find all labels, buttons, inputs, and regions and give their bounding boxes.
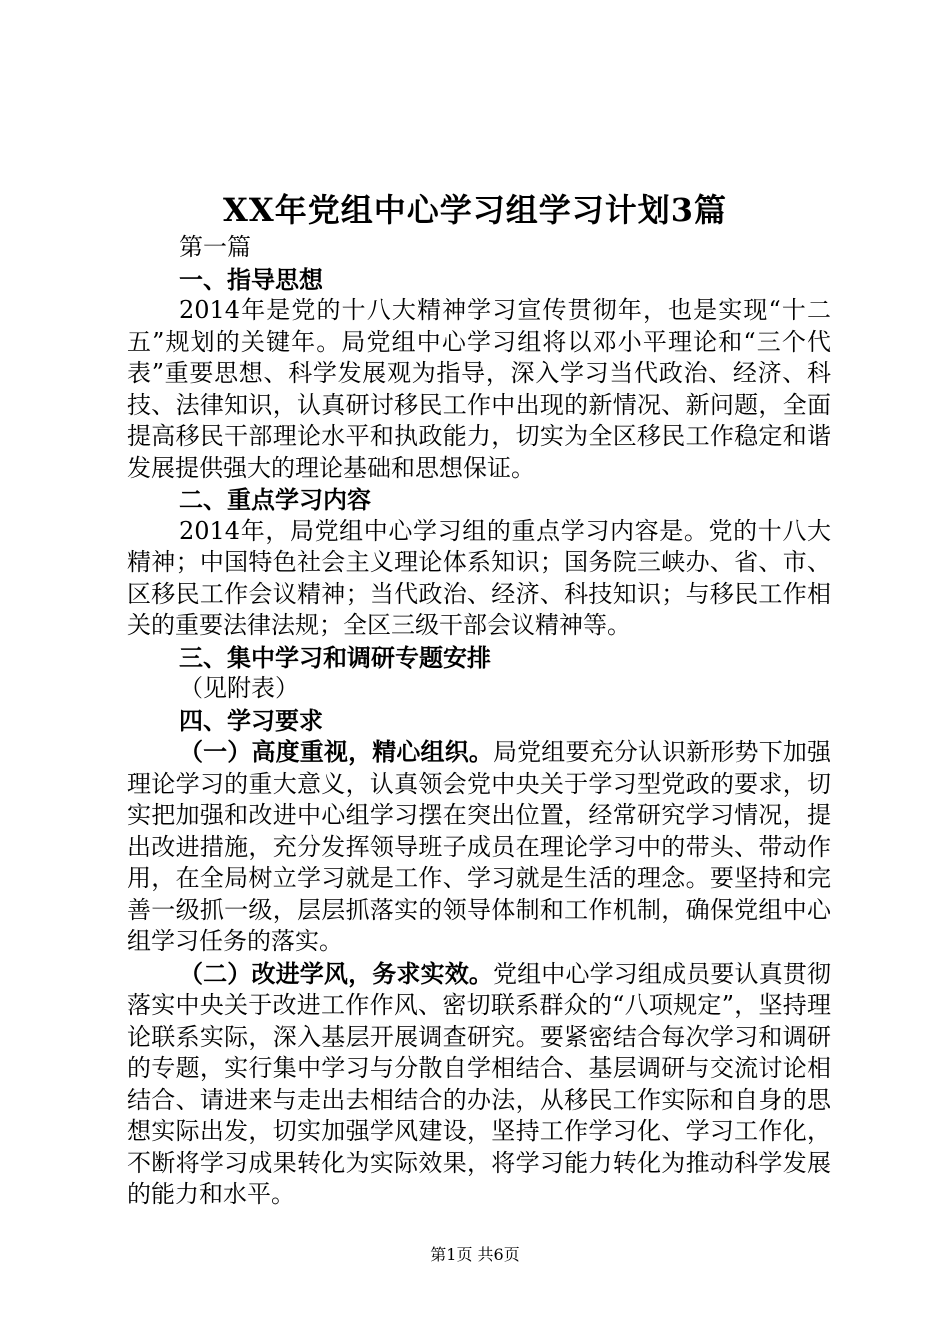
paragraph-requirement-2 bbox=[127, 958, 831, 1211]
paragraph-guiding-thought: 2014年是党的十八大精神学习宣传贯彻年，也是实现“十二五”规划的关键年。局党组中心学习组将以邓小平理论和“三个代表”重要思想、科学发展观为指导，深入学习当代政治、经济、科技、法律知识，认真研讨移民工作中出现的新情况、新问题，全面提高移民干部理论水平和执政能力，切实为全区移民工作稳定和谐发展提供强大的理论基础和思想保证。 bbox=[127, 296, 831, 482]
section-heading-study-arrangement: 三、集中学习和调研专题安排 bbox=[179, 642, 491, 672]
section-heading-key-content: 二、重点学习内容 bbox=[179, 485, 371, 514]
paragraph-requirement-1 bbox=[127, 736, 831, 958]
section-heading-guiding-thought: 一、指导思想 bbox=[179, 264, 323, 294]
requirement-2-body: 党组中心学习组成员要认真贯彻落实中央关于改进工作作风、密切联系群众的“八项规定”，坚持理论联系实际，深入基层开展调查研究。要紧密结合每次学习和调研的专题，实行集中学习与分散自学相结合、基层调研与交流讨论相结合、请进来与走出去相结合的办法，从移民工作实际和自身的思想实际出发，切实加强学风建设，坚持工作学习化、学习工作化，不断将学习成果转化为实际效果，将学习能力转化为推动科学发展的能力和水平。 bbox=[127, 959, 831, 1208]
document-title: XX年党组中心学习组学习计划3篇 bbox=[223, 191, 727, 229]
requirement-2-lead: （二）改进学风，务求实效。 bbox=[179, 958, 493, 988]
requirement-1-body: 局党组要充分认识新形势下加强理论学习的重大意义，认真领会党中央关于学习型党政的要求，切实把加强和改进中心组学习摆在突出位置，经常研究学习情况，提出改进措施，充分发挥领导班子成员在理论学习中的带头、带动作用，在全局树立学习就是工作、学习就是生活的理念。要坚持和完善一级抓一级，层层抓落实的领导体制和工作机制，确保党组中心组学习任务的落实。 bbox=[127, 738, 831, 955]
section-heading-requirements: 四、学习要求 bbox=[179, 705, 323, 735]
paragraph-key-content: 2014年，局党组中心学习组的重点学习内容是。党的十八大精神；中国特色社会主义理论体系知识；国务院三峡办、省、市、区移民工作会议精神；当代政治、经济、科技知识；与移民工作相关的重要法律法规；全区三级干部会议精神等。 bbox=[127, 516, 831, 639]
requirement-1-lead: （一）高度重视，精心组织。 bbox=[179, 737, 493, 766]
page-number-footer: 第1页 共6页 bbox=[430, 1245, 520, 1264]
document-body bbox=[127, 232, 831, 1211]
part-label: 第一篇 bbox=[179, 233, 251, 261]
paragraph-see-attachment: （见附表） bbox=[179, 674, 299, 702]
